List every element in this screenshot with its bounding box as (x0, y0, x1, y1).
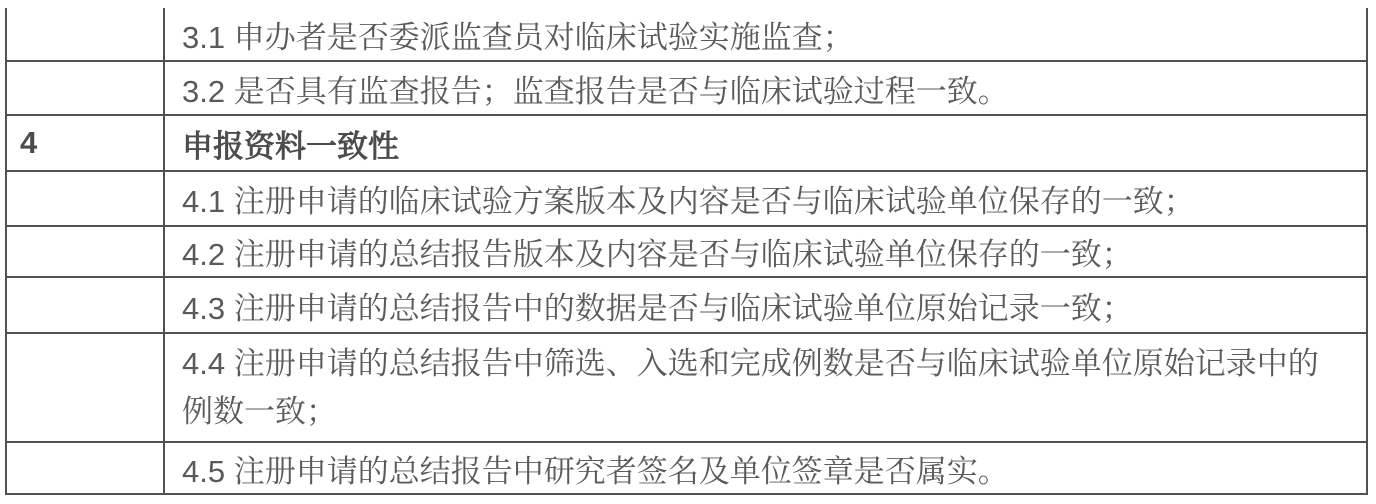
item-text: 4.5 注册申请的总结报告中研究者签名及单位签章是否属实。 (182, 453, 1009, 489)
item-text-cell (165, 443, 1366, 493)
table-row (7, 62, 1366, 116)
row-number-cell (7, 62, 165, 114)
item-text: 3.1 申办者是否委派监查员对临床试验实施监查； (182, 19, 854, 55)
table-row (7, 227, 1366, 278)
item-text: 3.2 是否具有监查报告；监查报告是否与临床试验过程一致。 (182, 73, 1009, 109)
item-text-line-1: 4.4 注册申请的总结报告中筛选、入选和完成例数是否与临床试验单位原始记录中的 (182, 345, 1319, 381)
item-text-cell (165, 8, 1366, 60)
item-text: 4.3 注册申请的总结报告中的数据是否与临床试验单位原始记录一致； (182, 290, 1133, 326)
row-number-cell (7, 8, 165, 60)
item-text-cell (165, 62, 1366, 114)
section-title: 申报资料一致性 (182, 128, 399, 164)
row-number-cell (7, 278, 165, 332)
item-text-cell (165, 227, 1366, 276)
row-number-cell (7, 443, 165, 493)
item-text-cell (165, 172, 1366, 225)
table-row (7, 172, 1366, 227)
section-number-cell (7, 116, 165, 170)
row-number-cell (7, 334, 165, 441)
item-text-cell (165, 278, 1366, 332)
table-section-row (7, 116, 1366, 172)
section-title-cell (165, 116, 1366, 170)
table-row (7, 278, 1366, 334)
table-row (7, 443, 1366, 495)
table-row (7, 334, 1366, 443)
item-text: 4.2 注册申请的总结报告版本及内容是否与临床试验单位保存的一致； (182, 237, 1133, 272)
row-number-cell (7, 172, 165, 225)
row-number-cell (7, 227, 165, 276)
item-text-cell (165, 334, 1366, 441)
table-row (7, 8, 1366, 62)
item-text: 4.1 注册申请的临床试验方案版本及内容是否与临床试验单位保存的一致； (182, 184, 1195, 219)
inspection-items-table (5, 8, 1368, 495)
section-number: 4 (20, 125, 38, 160)
item-text-line-2: 例数一致； (182, 393, 337, 429)
